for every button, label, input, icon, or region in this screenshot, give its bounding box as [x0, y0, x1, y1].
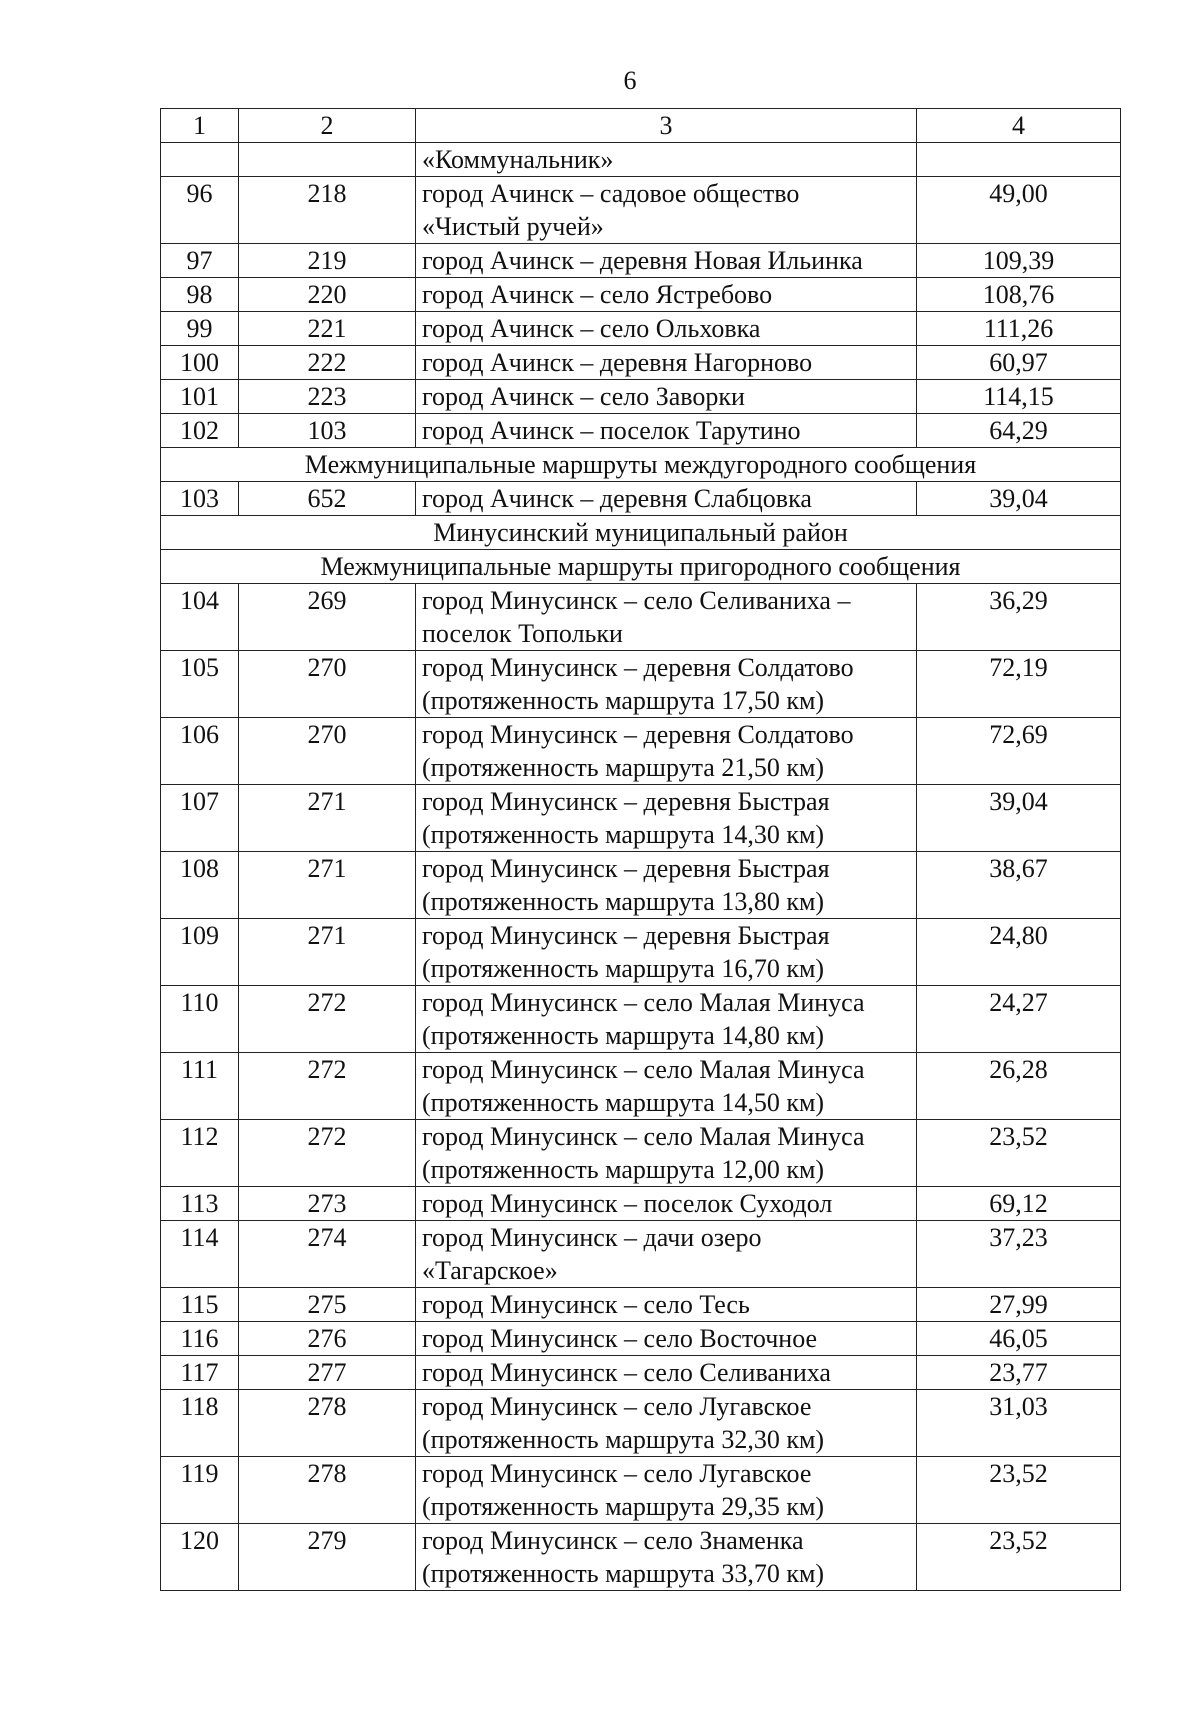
route-number-cell: 218 [239, 177, 416, 244]
route-name-line: город Минусинск – деревня Быстрая [422, 787, 830, 816]
table-row [161, 1390, 1121, 1457]
table-row [161, 1187, 1121, 1221]
page-number: 6 [623, 66, 637, 95]
table-row [161, 1053, 1121, 1120]
tariff-value-cell: 26,28 [917, 1053, 1121, 1120]
route-number-cell: 275 [239, 1288, 416, 1322]
route-name-line: (протяженность маршрута 14,50 км) [422, 1088, 825, 1117]
route-name-line: город Ачинск – село Ястребово [422, 280, 773, 309]
row-number-cell: 105 [161, 651, 239, 718]
table-row [161, 986, 1121, 1053]
section-title: Минусинский муниципальный район [161, 516, 1121, 550]
row-number-cell: 101 [161, 380, 239, 414]
route-name-line: город Минусинск – село Восточное [422, 1324, 818, 1353]
route-name-line: город Минусинск – деревня Быстрая [422, 921, 830, 950]
row-number-cell: 112 [161, 1120, 239, 1187]
route-name-cell [416, 143, 917, 177]
table-row [161, 1322, 1121, 1356]
table-row [161, 1457, 1121, 1524]
route-name-line: поселок Топольки [422, 619, 623, 648]
route-name-line: город Минусинск – село Тесь [422, 1290, 750, 1319]
table-row [161, 177, 1121, 244]
route-name-line: город Ачинск – деревня Слабцовка [422, 484, 812, 513]
route-name-line: (протяженность маршрута 12,00 км) [422, 1155, 825, 1184]
route-name-line: город Минусинск – деревня Быстрая [422, 854, 830, 883]
route-name-line: город Минусинск – село Селиваниха – [422, 586, 851, 615]
routes-table-body [161, 109, 1121, 1591]
route-name-line: город Минусинск – село Малая Минуса [422, 1122, 865, 1151]
tariff-value-cell: 46,05 [917, 1322, 1121, 1356]
header-col-3: 3 [416, 109, 917, 143]
route-name-cell [416, 346, 917, 380]
tariff-value-cell: 37,23 [917, 1221, 1121, 1288]
route-name-cell [416, 584, 917, 651]
header-col-2: 2 [239, 109, 416, 143]
tariff-value-cell: 24,80 [917, 919, 1121, 986]
tariff-value-cell: 31,03 [917, 1390, 1121, 1457]
route-name-line: город Ачинск – село Ольховка [422, 314, 761, 343]
route-number-cell: 278 [239, 1457, 416, 1524]
header-col-4: 4 [917, 109, 1121, 143]
table-row [161, 143, 1121, 177]
row-number-cell: 102 [161, 414, 239, 448]
row-number-cell: 113 [161, 1187, 239, 1221]
row-number-cell: 98 [161, 278, 239, 312]
row-number-cell: 100 [161, 346, 239, 380]
table-row [161, 1524, 1121, 1591]
tariff-value-cell: 109,39 [917, 244, 1121, 278]
route-name-line: город Ачинск – село Заворки [422, 382, 745, 411]
row-number-cell: 109 [161, 919, 239, 986]
route-name-line: город Минусинск – село Малая Минуса [422, 988, 865, 1017]
route-number-cell: 272 [239, 1120, 416, 1187]
table-row [161, 312, 1121, 346]
row-number-cell: 118 [161, 1390, 239, 1457]
table-row [161, 1356, 1121, 1390]
route-name-line: (протяженность маршрута 29,35 км) [422, 1492, 825, 1521]
route-number-cell: 272 [239, 1053, 416, 1120]
table-row [161, 919, 1121, 986]
route-name-cell [416, 651, 917, 718]
table-row [161, 785, 1121, 852]
route-name-cell [416, 177, 917, 244]
row-number-cell: 115 [161, 1288, 239, 1322]
row-number-cell: 96 [161, 177, 239, 244]
row-number-cell: 120 [161, 1524, 239, 1591]
route-number-cell: 223 [239, 380, 416, 414]
route-name-line: город Минусинск – деревня Солдатово [422, 653, 854, 682]
table-row [161, 414, 1121, 448]
route-name-line: «Чистый ручей» [422, 212, 604, 241]
route-name-cell [416, 414, 917, 448]
tariff-value-cell: 72,19 [917, 651, 1121, 718]
table-row [161, 278, 1121, 312]
route-name-cell [416, 852, 917, 919]
route-name-line: город Минусинск – село Лугавское [422, 1392, 812, 1421]
route-name-line: город Минусинск – дачи озеро [422, 1223, 762, 1252]
route-name-cell [416, 1457, 917, 1524]
route-number-cell: 103 [239, 414, 416, 448]
tariff-value-cell: 111,26 [917, 312, 1121, 346]
tariff-value-cell: 108,76 [917, 278, 1121, 312]
row-number-cell: 114 [161, 1221, 239, 1288]
route-name-cell [416, 919, 917, 986]
route-name-line: «Тагарское» [422, 1256, 558, 1285]
route-number-cell: 279 [239, 1524, 416, 1591]
row-number-cell: 108 [161, 852, 239, 919]
route-number-cell: 271 [239, 852, 416, 919]
route-number-cell: 271 [239, 919, 416, 986]
route-name-cell [416, 1524, 917, 1591]
route-number-cell: 269 [239, 584, 416, 651]
route-name-line: (протяженность маршрута 17,50 км) [422, 686, 825, 715]
table-row [161, 852, 1121, 919]
route-name-line: город Минусинск – село Селиваниха [422, 1358, 831, 1387]
tariff-value-cell: 60,97 [917, 346, 1121, 380]
route-name-cell [416, 482, 917, 516]
route-number-cell: 270 [239, 718, 416, 785]
table-row [161, 1120, 1121, 1187]
route-name-cell [416, 1322, 917, 1356]
route-number-cell: 271 [239, 785, 416, 852]
row-number-cell: 110 [161, 986, 239, 1053]
route-name-line: город Ачинск – деревня Новая Ильинка [422, 246, 863, 275]
tariff-value-cell: 49,00 [917, 177, 1121, 244]
route-name-line: город Минусинск – поселок Суходол [422, 1189, 833, 1218]
tariff-value-cell: 24,27 [917, 986, 1121, 1053]
tariff-value-cell: 23,52 [917, 1120, 1121, 1187]
route-number-cell: 221 [239, 312, 416, 346]
tariff-value-cell [917, 143, 1121, 177]
row-number-cell: 111 [161, 1053, 239, 1120]
table-row [161, 380, 1121, 414]
route-name-cell [416, 986, 917, 1053]
tariff-value-cell: 69,12 [917, 1187, 1121, 1221]
route-name-cell [416, 1390, 917, 1457]
tariff-value-cell: 27,99 [917, 1288, 1121, 1322]
route-name-line: город Ачинск – садовое общество [422, 179, 800, 208]
route-name-cell [416, 1053, 917, 1120]
row-number-cell: 106 [161, 718, 239, 785]
row-number-cell: 117 [161, 1356, 239, 1390]
table-row [161, 346, 1121, 380]
row-number-cell: 119 [161, 1457, 239, 1524]
route-number-cell: 652 [239, 482, 416, 516]
route-name-line: (протяженность маршрута 14,80 км) [422, 1021, 825, 1050]
route-name-cell [416, 1356, 917, 1390]
table-row [161, 651, 1121, 718]
section-header-row [161, 448, 1121, 482]
route-name-cell [416, 1221, 917, 1288]
route-number-cell: 270 [239, 651, 416, 718]
route-name-line: город Минусинск – село Знаменка [422, 1526, 804, 1555]
route-name-cell [416, 1120, 917, 1187]
route-name-line: город Минусинск – село Лугавское [422, 1459, 812, 1488]
route-name-line: город Минусинск – село Малая Минуса [422, 1055, 865, 1084]
route-number-cell: 220 [239, 278, 416, 312]
tariff-value-cell: 36,29 [917, 584, 1121, 651]
routes-table [160, 108, 1121, 1591]
route-number-cell: 272 [239, 986, 416, 1053]
route-name-cell [416, 1187, 917, 1221]
route-name-line: (протяженность маршрута 33,70 км) [422, 1559, 825, 1588]
table-row [161, 584, 1121, 651]
row-number-cell [161, 143, 239, 177]
route-name-cell [416, 785, 917, 852]
route-name-cell [416, 380, 917, 414]
route-name-cell [416, 718, 917, 785]
section-header-row [161, 550, 1121, 584]
route-name-line: (протяженность маршрута 32,30 км) [422, 1425, 825, 1454]
route-name-line: (протяженность маршрута 14,30 км) [422, 820, 825, 849]
section-title: Межмуниципальные маршруты междугородного сообщения [161, 448, 1121, 482]
route-number-cell: 277 [239, 1356, 416, 1390]
row-number-cell: 104 [161, 584, 239, 651]
route-name-cell [416, 312, 917, 346]
row-number-cell: 107 [161, 785, 239, 852]
route-number-cell: 278 [239, 1390, 416, 1457]
tariff-value-cell: 23,52 [917, 1457, 1121, 1524]
route-number-cell: 273 [239, 1187, 416, 1221]
tariff-value-cell: 72,69 [917, 718, 1121, 785]
route-name-cell [416, 278, 917, 312]
route-name-line: город Минусинск – деревня Солдатово [422, 720, 854, 749]
table-row [161, 718, 1121, 785]
table-row [161, 1221, 1121, 1288]
route-number-cell: 274 [239, 1221, 416, 1288]
table-header-row [161, 109, 1121, 143]
section-title: Межмуниципальные маршруты пригородного сообщения [161, 550, 1121, 584]
table-row [161, 1288, 1121, 1322]
tariff-value-cell: 39,04 [917, 482, 1121, 516]
tariff-value-cell: 39,04 [917, 785, 1121, 852]
section-header-row [161, 516, 1121, 550]
route-number-cell [239, 143, 416, 177]
route-name-line: (протяженность маршрута 13,80 км) [422, 887, 825, 916]
row-number-cell: 97 [161, 244, 239, 278]
tariff-value-cell: 114,15 [917, 380, 1121, 414]
tariff-value-cell: 23,77 [917, 1356, 1121, 1390]
route-name-line: (протяженность маршрута 21,50 км) [422, 753, 825, 782]
route-number-cell: 276 [239, 1322, 416, 1356]
tariff-value-cell: 38,67 [917, 852, 1121, 919]
table-row [161, 244, 1121, 278]
route-number-cell: 219 [239, 244, 416, 278]
row-number-cell: 116 [161, 1322, 239, 1356]
tariff-value-cell: 23,52 [917, 1524, 1121, 1591]
route-name-cell [416, 244, 917, 278]
route-name-line: (протяженность маршрута 16,70 км) [422, 954, 825, 983]
route-name-line: «Коммунальник» [422, 145, 614, 174]
table-row [161, 482, 1121, 516]
route-number-cell: 222 [239, 346, 416, 380]
route-name-cell [416, 1288, 917, 1322]
header-col-1: 1 [161, 109, 239, 143]
row-number-cell: 103 [161, 482, 239, 516]
route-name-line: город Ачинск – деревня Нагорново [422, 348, 813, 377]
row-number-cell: 99 [161, 312, 239, 346]
route-name-line: город Ачинск – поселок Тарутино [422, 416, 801, 445]
tariff-value-cell: 64,29 [917, 414, 1121, 448]
